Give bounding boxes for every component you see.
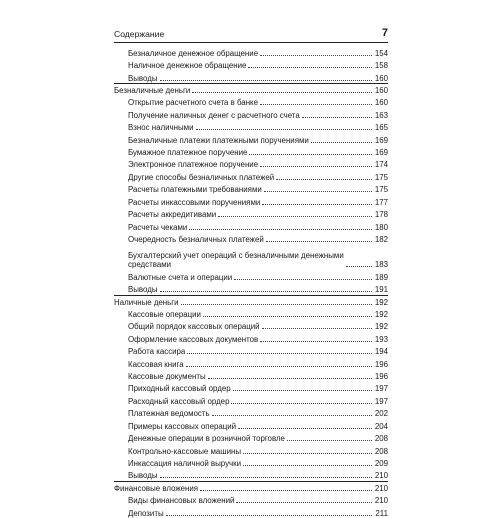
toc-entry-label: Расчеты платежными требованиями — [128, 185, 262, 195]
dot-leader — [238, 428, 372, 429]
toc-entry-page: 160 — [374, 86, 388, 96]
toc-section-entry[interactable] — [114, 108, 388, 120]
toc-entry-label: Безналичные деньги — [114, 86, 191, 96]
dot-leader — [260, 104, 372, 105]
dot-leader — [208, 378, 372, 379]
toc-entry-page: 175 — [374, 172, 388, 182]
toc-entry-label: Бумажное платежное поручение — [128, 148, 248, 158]
toc-section-entry[interactable] — [114, 270, 388, 282]
toc-entry-label: Финансовые вложения — [114, 483, 199, 493]
dot-leader — [266, 241, 372, 242]
dot-leader — [203, 316, 372, 317]
toc-section-entry[interactable] — [114, 58, 388, 70]
toc-entry-page: 160 — [374, 73, 388, 83]
dot-leader — [248, 67, 372, 68]
running-header — [114, 28, 388, 43]
toc-entry-label: Безналичные платежи платежными поручениями — [128, 135, 309, 145]
toc-entry-page: 174 — [374, 160, 388, 170]
toc-section-entry[interactable] — [114, 232, 388, 244]
dot-leader — [212, 415, 372, 416]
toc-entry-page: 191 — [374, 285, 388, 295]
dot-leader — [249, 154, 372, 155]
dot-leader — [264, 191, 372, 192]
toc-section-entry[interactable] — [114, 394, 388, 406]
toc-entry-label: Виды финансовых вложений — [128, 496, 235, 506]
dot-leader — [234, 279, 372, 280]
toc-section-entry[interactable] — [114, 369, 388, 381]
toc-section-entry[interactable] — [114, 71, 388, 83]
toc-section-entry[interactable] — [114, 456, 388, 468]
dot-leader — [233, 390, 372, 391]
toc-entry-label: Кассовая книга — [128, 359, 184, 369]
toc-entry-label: Примеры кассовых операций — [128, 421, 237, 431]
toc-entry-page: 177 — [374, 197, 388, 207]
toc-entry-label: Открытие расчетного счета в банке — [128, 98, 258, 108]
dot-leader — [160, 291, 372, 292]
toc-entry-label: Депозиты — [128, 508, 164, 518]
toc-section-entry[interactable] — [114, 406, 388, 418]
toc-section-entry[interactable] — [114, 382, 388, 394]
toc-entry-label: Расчеты аккредитивами — [128, 210, 217, 220]
dot-leader — [287, 440, 372, 441]
toc-section-entry[interactable] — [114, 282, 388, 294]
toc-section-entry[interactable] — [114, 145, 388, 157]
toc-entry-page: 211 — [375, 508, 388, 518]
toc-section-entry[interactable] — [114, 195, 388, 207]
toc-section-entry[interactable] — [114, 431, 388, 443]
toc-entry-page: 208 — [374, 446, 388, 456]
toc-entry-page: 192 — [374, 297, 388, 307]
toc-entry-label: Контрольно-кассовые машины — [128, 446, 242, 456]
toc-entry-page: 163 — [374, 110, 388, 120]
toc-section-entry[interactable] — [114, 344, 388, 356]
dot-leader — [260, 55, 372, 56]
toc-entry-page: 194 — [374, 347, 388, 357]
dot-leader — [200, 490, 372, 491]
toc-section-entry[interactable] — [114, 182, 388, 194]
dot-leader — [187, 353, 372, 354]
toc-entry-label: Кассовые документы — [128, 372, 206, 382]
dot-leader — [218, 216, 372, 217]
toc-entry-page: 197 — [374, 396, 388, 406]
toc-entry-label: Электронное платежное поручение — [128, 160, 259, 170]
toc-entry-page: 196 — [374, 372, 388, 382]
toc-section-entry[interactable] — [114, 357, 388, 369]
dot-leader — [260, 341, 372, 342]
toc-section-entry[interactable] — [114, 469, 388, 481]
toc-section-entry[interactable] — [114, 320, 388, 332]
toc-section-entry[interactable] — [114, 158, 388, 170]
toc-entry-page: 210 — [374, 496, 388, 506]
toc-entry-page: 169 — [374, 148, 388, 158]
toc-section-entry[interactable] — [114, 170, 388, 182]
toc-entry-label: Платежная ведомость — [128, 409, 210, 419]
toc-entry-label: Приходный кассовый ордер — [128, 384, 231, 394]
toc-entry-page: 193 — [374, 334, 388, 344]
toc-entry-label: Другие способы безналичных платежей — [128, 172, 275, 182]
toc-entry-label: Получение наличных денег с расчетного счета — [128, 110, 300, 120]
toc-section-entry[interactable] — [114, 46, 388, 58]
toc-entry-label: Наличные деньги — [114, 297, 179, 307]
toc-entry-page: 196 — [374, 359, 388, 369]
dot-leader — [311, 142, 372, 143]
toc-entry-label: Инкассация наличной выручки — [128, 458, 242, 468]
toc-entry-page: 192 — [374, 310, 388, 320]
dot-leader — [192, 92, 372, 93]
toc-section-entry[interactable] — [114, 506, 388, 518]
dot-leader — [181, 304, 372, 305]
table-of-contents — [114, 46, 388, 518]
toc-entry-label: Безналичное денежное обращение — [128, 48, 259, 58]
toc-entry-label: Расходный кассовый ордер — [128, 396, 230, 406]
dot-leader — [346, 266, 372, 267]
toc-entry-label: Взнос наличными — [128, 123, 194, 133]
toc-section-entry[interactable] — [114, 332, 388, 344]
toc-entry-page: 165 — [374, 123, 388, 133]
toc-entry-label: Наличное денежное обращение — [128, 61, 247, 71]
dot-leader — [236, 502, 372, 503]
toc-entry-label: Расчеты инкассовыми поручениями — [128, 197, 261, 207]
toc-chapter-entry[interactable] — [114, 295, 388, 307]
dot-leader — [243, 465, 372, 466]
toc-section-entry[interactable] — [114, 245, 388, 271]
toc-section-entry[interactable] — [114, 307, 388, 319]
toc-entry-page: 209 — [374, 458, 388, 468]
toc-section-entry[interactable] — [114, 220, 388, 232]
header-title: Содержание — [114, 29, 165, 39]
dot-leader — [160, 80, 372, 81]
dot-leader — [196, 129, 373, 130]
toc-entry-label: Валютные счета и операции — [128, 272, 233, 282]
toc-entry-page: 197 — [374, 384, 388, 394]
dot-leader — [189, 229, 372, 230]
toc-entry-label: Оформление кассовых документов — [128, 334, 259, 344]
toc-section-entry[interactable] — [114, 133, 388, 145]
toc-entry-label: Бухгалтерский учет операций с безналичными денежными средствами — [128, 251, 344, 270]
toc-entry-page: 210 — [374, 483, 388, 493]
toc-entry-page: 158 — [374, 61, 388, 71]
toc-entry-page: 183 — [374, 260, 388, 270]
toc-entry-page: 169 — [374, 135, 388, 145]
header-page-number: 7 — [381, 27, 388, 39]
toc-entry-page: 208 — [374, 434, 388, 444]
dot-leader — [166, 515, 372, 516]
toc-entry-label: Выводы — [128, 73, 158, 83]
dot-leader — [262, 204, 372, 205]
toc-section-entry[interactable] — [114, 96, 388, 108]
toc-entry-label: Общий порядок кассовых операций — [128, 322, 260, 332]
toc-section-entry[interactable] — [114, 207, 388, 219]
dot-leader — [260, 166, 372, 167]
dot-leader — [262, 328, 372, 329]
toc-section-entry[interactable] — [114, 444, 388, 456]
toc-entry-label: Расчеты чеками — [128, 222, 188, 232]
toc-entry-page: 180 — [374, 222, 388, 232]
toc-section-entry[interactable] — [114, 419, 388, 431]
toc-entry-page: 210 — [374, 471, 388, 481]
toc-entry-page: 178 — [374, 210, 388, 220]
dot-leader — [243, 453, 372, 454]
dot-leader — [302, 117, 372, 118]
toc-entry-page: 154 — [374, 48, 388, 58]
dot-leader — [231, 403, 372, 404]
toc-entry-page: 202 — [374, 409, 388, 419]
toc-entry-page: 160 — [374, 98, 388, 108]
toc-entry-page: 182 — [374, 234, 388, 244]
toc-entry-page: 204 — [374, 421, 388, 431]
toc-entry-label: Работа кассира — [128, 347, 186, 357]
toc-entry-label: Очередность безналичных платежей — [128, 234, 264, 244]
toc-entry-page: 175 — [374, 185, 388, 195]
dot-leader — [160, 477, 372, 478]
toc-entry-page: 189 — [374, 272, 388, 282]
toc-entry-label: Выводы — [128, 285, 158, 295]
toc-entry-label: Денежные операции в розничной торговле — [128, 434, 285, 444]
toc-chapter-entry[interactable] — [114, 481, 388, 493]
dot-leader — [276, 179, 372, 180]
toc-section-entry[interactable] — [114, 120, 388, 132]
toc-entry-label: Выводы — [128, 471, 158, 481]
dot-leader — [186, 366, 372, 367]
toc-entry-page: 192 — [374, 322, 388, 332]
toc-entry-label: Кассовые операции — [128, 310, 201, 320]
toc-chapter-entry[interactable] — [114, 83, 388, 95]
